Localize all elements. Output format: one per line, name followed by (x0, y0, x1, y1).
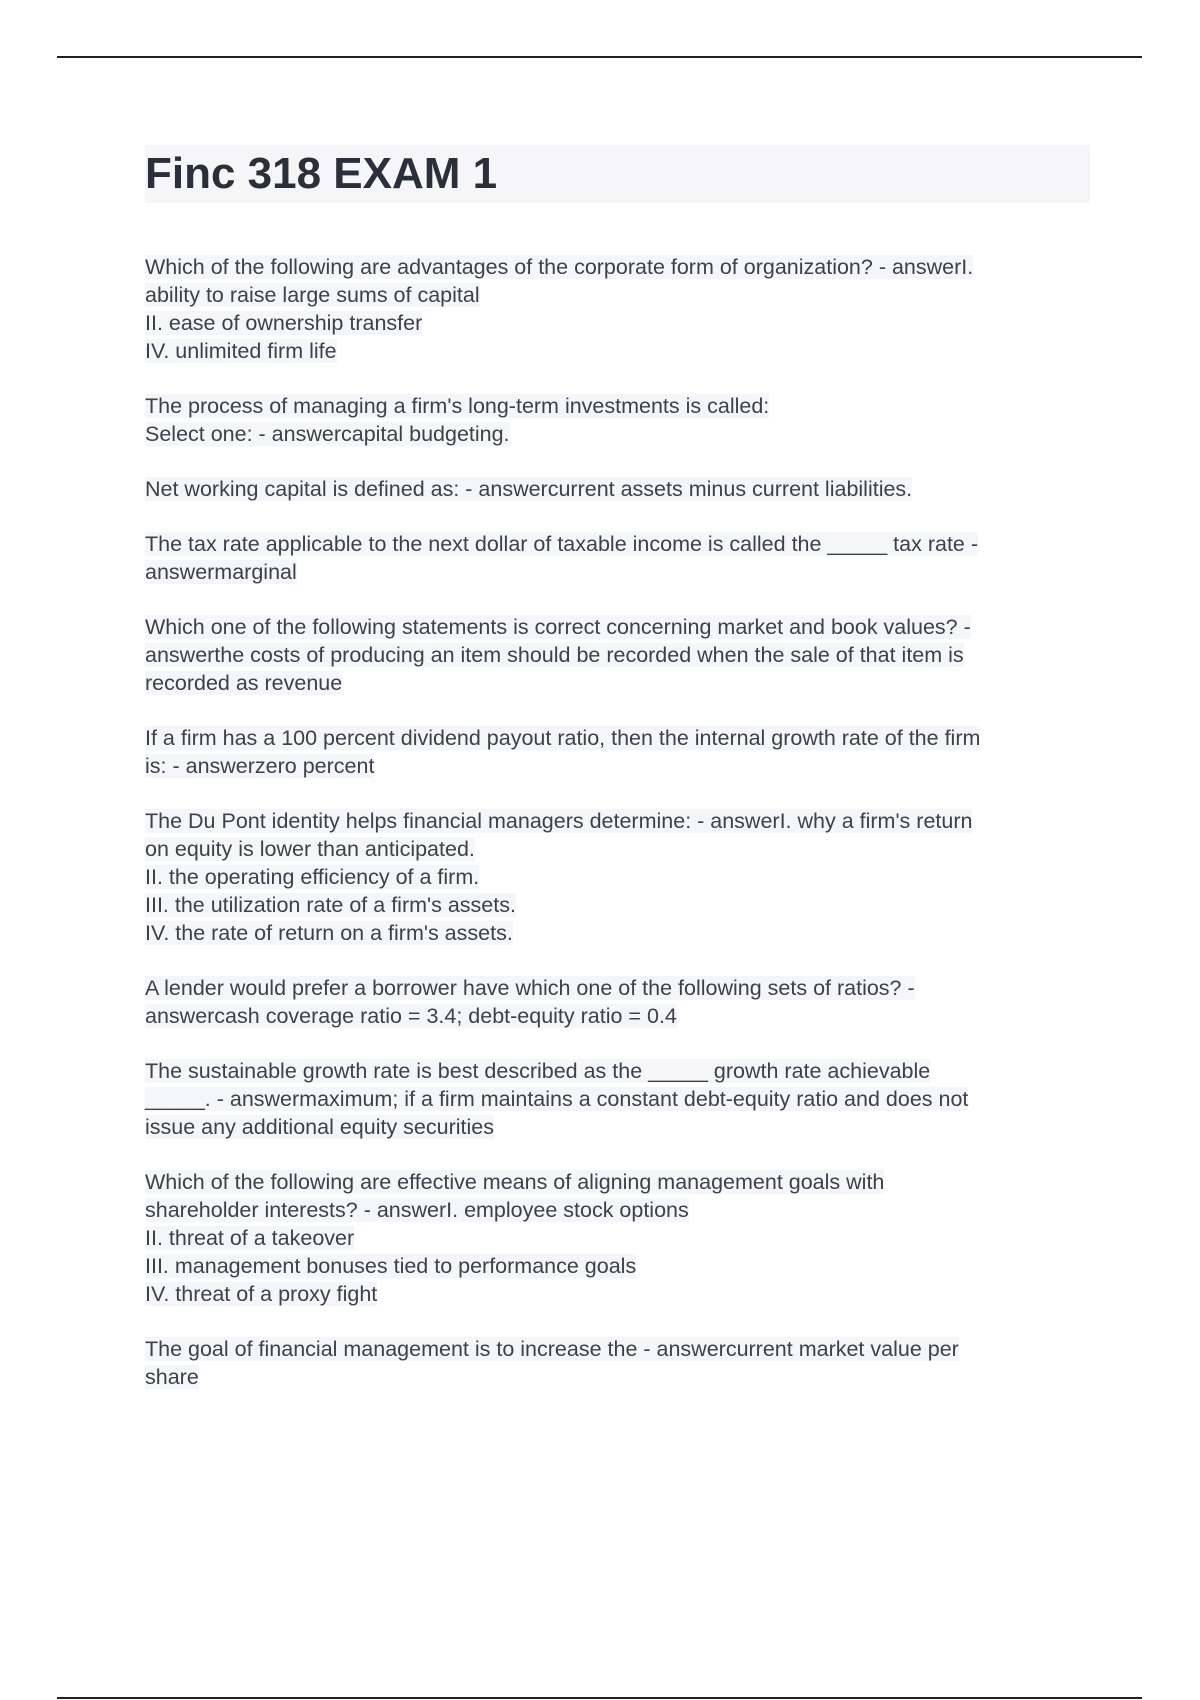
text-line-content: The goal of financial management is to increase the - answercurrent market value per (145, 1337, 959, 1361)
text-line (145, 1280, 1090, 1308)
text-line-content: Select one: - answercapital budgeting. (145, 422, 510, 446)
document-content (145, 145, 1090, 1418)
question-answer-item (145, 1057, 1090, 1141)
text-line-content: ability to raise large sums of capital (145, 283, 480, 307)
text-line (145, 281, 1090, 309)
text-line (145, 337, 1090, 365)
text-line (145, 1168, 1090, 1196)
title-block (145, 145, 1090, 203)
text-line (145, 1335, 1090, 1363)
text-line (145, 835, 1090, 863)
question-answer-item (145, 1168, 1090, 1308)
text-line (145, 724, 1090, 752)
text-line (145, 420, 1090, 448)
text-line (145, 1252, 1090, 1280)
text-line (145, 253, 1090, 281)
bottom-rule (57, 1697, 1142, 1699)
text-line-content: on equity is lower than anticipated. (145, 837, 475, 861)
text-line (145, 1196, 1090, 1224)
text-line-content: share (145, 1365, 199, 1389)
text-line (145, 392, 1090, 420)
text-line (145, 891, 1090, 919)
text-line (145, 807, 1090, 835)
text-line-content: The process of managing a firm's long-term investments is called: (145, 394, 770, 418)
text-line-content: If a firm has a 100 percent dividend payout ratio, then the internal growth rate of the firm (145, 726, 981, 750)
text-line (145, 309, 1090, 337)
text-line-content: Which of the following are effective means of aligning management goals with (145, 1170, 885, 1194)
text-line (145, 613, 1090, 641)
question-answer-item (145, 475, 1090, 503)
text-line-content: II. the operating efficiency of a firm. (145, 865, 480, 889)
text-line-content: A lender would prefer a borrower have which one of the following sets of ratios? - (145, 976, 915, 1000)
text-line (145, 558, 1090, 586)
text-line-content: answermarginal (145, 560, 297, 584)
text-line-content: recorded as revenue (145, 671, 343, 695)
text-line-content: The tax rate applicable to the next dollar of taxable income is called the _____ tax rate - (145, 532, 979, 556)
text-line-content: issue any additional equity securities (145, 1115, 494, 1139)
question-answer-item (145, 974, 1090, 1030)
text-line (145, 1363, 1090, 1391)
text-line-content: III. the utilization rate of a firm's assets. (145, 893, 516, 917)
text-line-content: _____. - answermaximum; if a firm maintains a constant debt-equity ratio and does not (145, 1087, 969, 1111)
text-line (145, 863, 1090, 891)
text-line (145, 1085, 1090, 1113)
text-line (145, 530, 1090, 558)
text-line-content: IV. the rate of return on a firm's assets. (145, 921, 513, 945)
text-line-content: IV. unlimited firm life (145, 339, 337, 363)
text-line (145, 752, 1090, 780)
question-answer-item (145, 613, 1090, 697)
text-line (145, 1002, 1090, 1030)
text-line-content: shareholder interests? - answerI. employee stock options (145, 1198, 689, 1222)
text-line (145, 1224, 1090, 1252)
question-answer-item (145, 724, 1090, 780)
question-answer-item (145, 530, 1090, 586)
text-line-content: The Du Pont identity helps financial managers determine: - answerI. why a firm's return (145, 809, 973, 833)
text-line (145, 919, 1090, 947)
question-answer-item (145, 807, 1090, 947)
text-line (145, 669, 1090, 697)
text-line-content: Which one of the following statements is correct concerning market and book values? - (145, 615, 971, 639)
text-line-content: III. management bonuses tied to performance goals (145, 1254, 637, 1278)
question-answer-item (145, 392, 1090, 448)
text-line-content: The sustainable growth rate is best described as the _____ growth rate achievable (145, 1059, 931, 1083)
text-line (145, 974, 1090, 1002)
text-line-content: IV. threat of a proxy fight (145, 1282, 378, 1306)
text-line-content: II. ease of ownership transfer (145, 311, 423, 335)
text-line-content: answercash coverage ratio = 3.4; debt-equity ratio = 0.4 (145, 1004, 677, 1028)
question-answer-list (145, 253, 1090, 1391)
text-line-content: II. threat of a takeover (145, 1226, 355, 1250)
text-line (145, 1113, 1090, 1141)
top-rule (57, 56, 1142, 58)
text-line-content: answerthe costs of producing an item should be recorded when the sale of that item is (145, 643, 964, 667)
question-answer-item (145, 1335, 1090, 1391)
text-line-content: Which of the following are advantages of the corporate form of organization? - answerI. (145, 255, 974, 279)
text-line-content: Net working capital is defined as: - answercurrent assets minus current liabilities. (145, 477, 913, 501)
text-line (145, 1057, 1090, 1085)
text-line (145, 475, 1090, 503)
text-line-content: is: - answerzero percent (145, 754, 375, 778)
text-line (145, 641, 1090, 669)
question-answer-item (145, 253, 1090, 365)
document-title: Finc 318 EXAM 1 (145, 149, 498, 198)
